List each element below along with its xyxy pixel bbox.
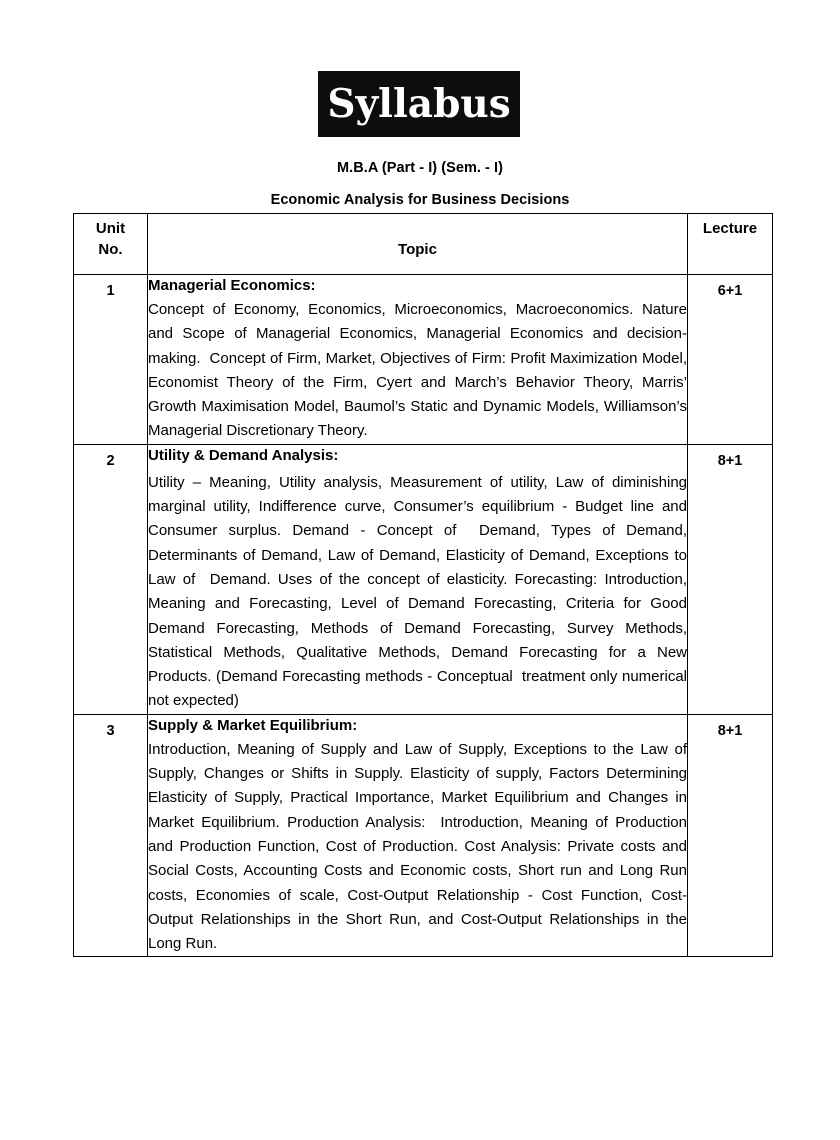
lecture-hours-value: 8+1 [717,722,743,739]
lecture-hours-cell [688,275,773,445]
course-subheading: M.B.A (Part - I) (Sem. - I) [337,160,503,176]
unit-number-cell [74,714,148,957]
column-header-lecture [688,214,773,275]
table-row [74,714,773,957]
unit-number-cell [74,444,148,714]
column-header-topic [148,214,688,275]
topic-heading: Supply & Market Equilibrium: [148,716,358,734]
lecture-hours-cell [688,714,773,957]
column-header-lecture-label: Lecture [702,220,758,237]
topic-heading: Managerial Economics: [148,277,316,294]
unit-number-cell [74,275,148,445]
lecture-hours-value: 8+1 [717,452,743,469]
topic-cell [148,444,692,714]
unit-number-value: 2 [106,452,115,469]
column-header-unit-line2: No. [98,241,123,258]
topic-heading: Utility & Demand Analysis: [148,446,339,464]
subject-subheading: Economic Analysis for Business Decisions [270,192,570,208]
column-header-unit-line1: Unit [95,220,126,237]
table-row [74,444,773,714]
unit-number-value: 3 [106,722,115,739]
table-header-row [74,214,773,275]
column-header-unit-no [74,214,148,275]
topic-body: Concept of Economy, Economics, Microeconomics, Macroeconomics. Nature and Scope of Managerial Economics, Managerial Economics and decision-making. Concept of Firm, Market, Objectives of Firm: Profit Maximization Model, Economist Theory of the Firm, Cyert and March’s Behavior Theory, Marris’ Growth Maximisation Model, Baumol’s Static and Dynamic Models, Williamson’s Managerial Discretionary Theory. [148,301,692,440]
lecture-hours-value: 6+1 [717,283,743,299]
unit-number-value: 1 [106,283,115,299]
column-header-topic-label: Topic [398,241,437,258]
title-banner [318,71,520,137]
topic-body: Utility – Meaning, Utility analysis, Measurement of utility, Law of diminishing marginal utility, Indifference curve, Consumer’s equilibrium - Budget line and Consumer surplus. Demand - Concept of Demand, Types of Demand, Determinants of Demand, Law of Demand, Elasticity of Demand, Exceptions to Law of Demand. Uses of the concept of elasticity. Forecasting: Introduction, Meaning and Forecasting, Level of Demand Forecasting, Criteria for Good Demand Forecasting, Methods of Demand Forecasting, Survey Methods, Statistical Methods, Qualitative Methods, Demand Forecasting for a New Products. (Demand Forecasting methods - Conceptual treatment only numerical not expected) [148,473,692,710]
topic-body: Introduction, Meaning of Supply and Law of Supply, Exceptions to the Law of Supply, Changes or Shifts in Supply. Elasticity of supply, Factors Determining Elasticity of Supply, Practical Importance, Market Equilibrium and Changes in Market Equilibrium. Production Analysis: Introduction, Meaning of Production and Production Function, Cost of Production. Cost Analysis: Private costs and Social Costs, Accounting Costs and Economic costs, Short run and Long Run costs, Economies of scale, Cost-Output Relationship - Cost Function, Cost-Output Relationships in the Short Run, and Cost-Output Relationships in the Long Run. [148,740,692,953]
syllabus-table [73,213,773,957]
page-title: Syllabus [327,81,511,127]
topic-cell [148,275,692,445]
topic-cell [148,714,692,957]
lecture-hours-cell [688,444,773,714]
table-row [74,275,773,445]
